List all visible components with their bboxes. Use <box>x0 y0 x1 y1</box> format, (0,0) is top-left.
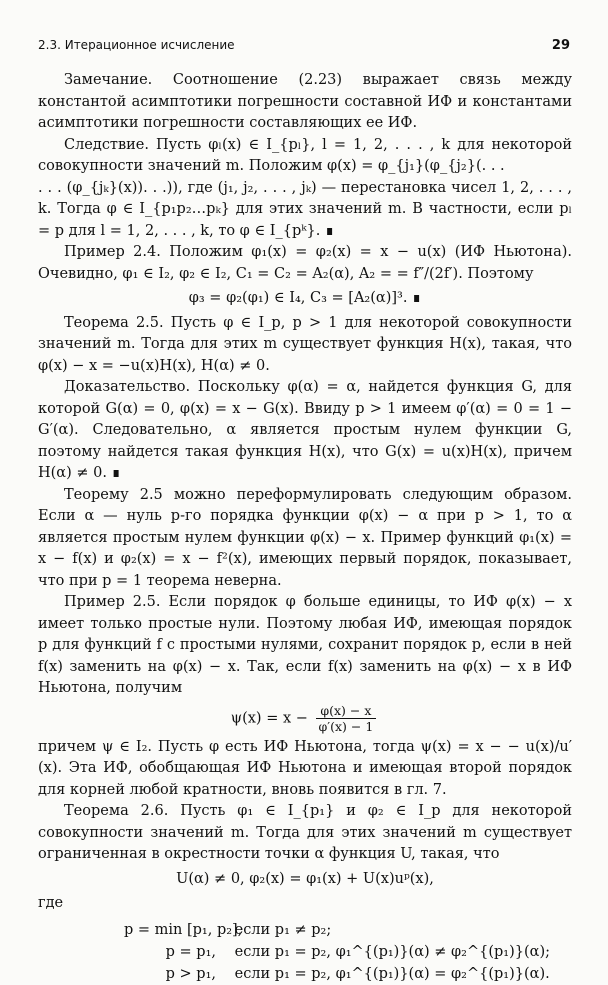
reformulation-paragraph: Теорему 2.5 можно переформулировать следующим образом. Если α — нуль p-го порядка функции φ(x) − α при p > 1, то α является простым нулем функции φ(x) − x. Пример функций φ₁(x) = x − f(x) и φ₂(x) = x − f²(x), имеющих первый порядок, показывает, что при p = 1 теорема неверна. <box>38 486 572 589</box>
psi-fraction <box>316 703 377 734</box>
example-2-5: Пример 2.5. Если порядок φ больше единицы, то ИФ φ(x) − x имеет только простые нули. Поэтому любая ИФ, имеющая порядок p для функций f с простыми нулями, сохранит порядок p, если в ней f(x) заменить на φ(x) − x. Так, если f(x) заменить на φ(x) − x в ИФ Ньютона, получим <box>38 594 572 696</box>
theorem-2-6: Теорема 2.6. Пусть φ₁ ∈ I_{p₁} и φ₂ ∈ I_p для некоторой совокупности значений m. Тогда для этих значений m существует ограниченная в окрестности точки α функция U, такая, что <box>38 803 572 862</box>
theorem-2-5: Теорема 2.5. Пусть φ ∈ I_p, p > 1 для некоторой совокупности значений m. Тогда для этих m существует функция H(x), такая, что φ(x) − x = −u(x)H(x), H(α) ≠ 0. <box>38 314 572 374</box>
example-2-4: Пример 2.4. Положим φ₁(x) = φ₂(x) = x − u(x) (ИФ Ньютона). Очевидно, φ₁ ∈ I₂, φ₂ ∈ I₂, C₁ = C₂ = A₂(α), A₂ = = f″/(2f′). Поэтому <box>38 244 572 282</box>
case-lhs: p = p₁, <box>165 943 216 960</box>
case-condition: если p₁ = p₂, φ₁^{(p₁)}(α) = φ₂^{(p₁)}(α). <box>234 965 550 982</box>
page-number: 29 <box>551 38 570 53</box>
case-lhs: p > p₁, <box>165 965 216 982</box>
case-row <box>124 963 572 985</box>
psi-formula <box>38 703 572 734</box>
page-body <box>38 70 572 985</box>
cases-block <box>124 919 572 985</box>
case-row <box>124 919 572 941</box>
case-row <box>124 941 572 963</box>
psi-formula-lhs: ψ(x) = x − <box>230 710 308 726</box>
section-title: 2.3. Итерационное исчисление <box>38 38 235 52</box>
corollary-paragraph: Следствие. Пусть φₗ(x) ∈ I_{pₗ}, l = 1, 2, . . . , k для некоторой совокупности значений m. Положим φ(x) = φ_{j₁}(φ_{j₂}(. . . <box>38 136 572 174</box>
psi-denominator: φ′(x) − 1 <box>318 718 374 734</box>
case-lhs: p = min [p₁, p₂], <box>124 921 243 938</box>
running-header <box>38 38 570 53</box>
where-label: где <box>38 895 64 911</box>
case-condition: если p₁ = p₂, φ₁^{(p₁)}(α) ≠ φ₂^{(p₁)}(α); <box>234 943 550 960</box>
proof-2-5: Доказательство. Поскольку φ(α) = α, найдется функция G, для которой G(α) = 0, φ(x) = x − G(x). Ввиду p > 1 имеем φ′(α) = 0 = 1 − G′(α). Следовательно, α является простым нулем функции G, поэтому найдется такая функция H(x), что G(x) = u(x)H(x), причем H(α) ≠ 0. ∎ <box>38 379 572 481</box>
case-condition: если p₁ ≠ p₂; <box>234 921 332 938</box>
remark-paragraph: Замечание. Соотношение (2.23) выражает связь между константой асимптотики погрешности составной ИФ и константами асимптотики погрешности составляющих ее ИФ. <box>38 72 572 131</box>
theorem-2-6-equation: U(α) ≠ 0, φ₂(x) = φ₁(x) + U(x)uᵖ(x), <box>176 870 434 887</box>
example-2-4-equation: φ₃ = φ₂(φ₁) ∈ I₄, C₃ = [A₂(α)]³. ∎ <box>188 290 422 306</box>
psi-numerator: φ(x) − x <box>316 703 377 719</box>
example-2-5-after: причем ψ ∈ I₂. Пусть φ есть ИФ Ньютона, тогда ψ(x) = x − − u(x)/u′(x). Эта ИФ, обобщающая ИФ Ньютона и имеющая второй порядок для корней любой кратности, вновь появится в гл. 7. <box>38 738 572 798</box>
corollary-continuation: . . . (φ_{jₖ}(x)). . .)), где (j₁, j₂, . . . , jₖ) — перестановка чисел 1, 2, . . . , k. Тогда φ ∈ I_{p₁p₂…pₖ} для этих значений m. В частности, если pₗ = p для l = 1, 2, . . . , k, то φ ∈ I_{pᵏ}. ∎ <box>38 179 572 239</box>
